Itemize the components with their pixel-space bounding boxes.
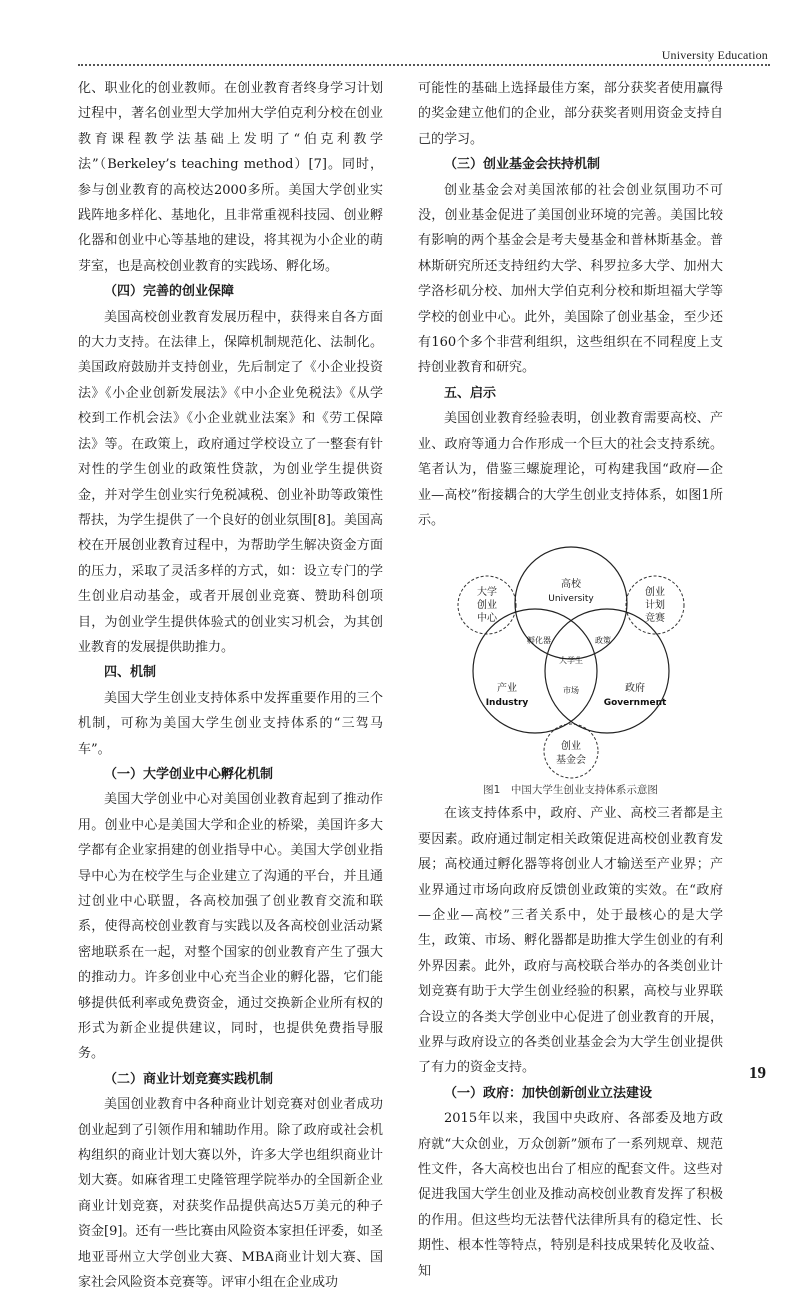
section-heading: （四）完善的创业保障	[104, 284, 235, 300]
label-contest-line-3: 竞赛	[644, 613, 665, 625]
section-heading: 五、启示	[444, 385, 497, 401]
paragraph: 可能性的基础上选择最佳方案，部分获奖者使用赢得的奖金建立他们的企业，部分获奖者则用资金支持自己的学习。	[418, 81, 723, 147]
figure-caption: 图1 中国大学生创业支持体系示意图	[483, 784, 658, 797]
label-ucenter-line-2: 创业	[476, 600, 497, 612]
label-industry-en: Industry	[485, 698, 528, 709]
header-rule	[78, 64, 770, 66]
paragraph: 在该支持体系中，政府、产业、高校三者都是主要因素。政府通过制定相关政策促进高校创业教育发展；高校通过孵化器等将创业人才输送至产业界；产业界通过市场向政府反馈创业政策的实效。在“政府—企业—高校”三者关系中，处于最核心的是大学生，政策、市场、孵化器都是助推大学生创业的有利外界因素。此外，政府与高校联合举办的各类创业计划竞赛有助于大学生创业经验的积累，高校与业界联合设立的各类大学创业中心促进了创业教育的开展，业界与政府设立的各类创业基金会为大学生创业提供了有力的资金支持。	[418, 806, 723, 1076]
label-university-zh: 高校	[560, 579, 581, 591]
venn-diagram	[451, 543, 691, 779]
paragraph: 创业基金会对美国浓郁的社会创业氛围功不可没，创业基金促进了美国创业环境的完善。美国比较有影响的两个基金会是考夫曼基金和普林斯基金。普林斯研究所还支持纽约大学、科罗拉多大学、加州大学洛杉矶分校、加州大学伯克利分校和斯坦福大学等学校的创业中心。此外，美国除了创业基金，至少还有160个多个非营利组织，这些组织在不同程度上支持创业教育和研究。	[418, 182, 723, 376]
paragraph: 美国创业教育经验表明，创业教育需要高校、产业、政府等通力合作形成一个巨大的社会支持系统。笔者认为，借鉴三螺旋理论，可构建我国“政府—企业—高校”衔接耦合的大学生创业支持体系，如图1所示。	[418, 411, 723, 528]
section-heading: （一）政府：加快创新创业立法建设	[444, 1085, 653, 1101]
paragraph: 美国创业教育中各种商业计划竞赛对创业者成功创业起到了引领作用和辅助作用。除了政府或社会机构组织的商业计划大赛以外，许多大学也组织商业计划大赛。如麻省理工史隆管理学院举办的全国新企业商业计划竞赛，对获奖作品提供高达5万美元的种子资金[9]。还有一些比赛由风险资本家担任评委，如圣地亚哥州立大学创业大赛、MBA商业计划大赛、国家社会风险资本竞赛等。评审小组在企业成功	[78, 1097, 383, 1291]
label-government-zh: 政府	[624, 683, 645, 695]
page-number: 19	[749, 1063, 766, 1082]
right-column-upper-text	[418, 76, 723, 533]
label-contest-line-2: 计划	[644, 600, 665, 612]
paragraph: 美国大学生创业支持体系中发挥重要作用的三个机制，可称为美国大学生创业支持体系的“三驾马车”。	[78, 690, 383, 757]
label-students: 大学生	[558, 656, 583, 666]
section-heading: （二）商业计划竞赛实践机制	[104, 1071, 274, 1087]
label-contest-line-1: 创业	[644, 587, 665, 599]
label-university-en: University	[547, 594, 594, 605]
label-government-en: Government	[603, 698, 666, 709]
section-heading: （三）创业基金会扶持机制	[444, 157, 601, 173]
right-column-lower-text	[418, 801, 723, 1284]
paragraph: 2015年以来，我国中央政府、各部委及地方政府就“大众创业，万众创新”颁布了一系列规章、规范性文件，各大高校也出台了相应的配套文件。这些对促进我国大学生创业及推动高校创业教育发挥了积极的作用。但这些均无法替代法律所具有的稳定性、长期性、根本性等特点，特别是科技成果转化及收益、知	[418, 1111, 723, 1279]
figure-1	[418, 543, 723, 799]
label-policy: 政策	[594, 636, 611, 646]
paragraph: 美国大学创业中心对美国创业教育起到了推动作用。创业中心是美国大学和企业的桥梁，美国许多大学都有企业家捐建的创业指导中心。美国大学创业指导中心为在校学生与企业建立了沟通的平台，并且通过创业中心联盟，各高校加强了创业教育交流和联系，使得高校创业教育与实践以及各高校创业活动紧密地联系在一起，对整个国家的创业教育产生了强大的推动力。许多创业中心充当企业的孵化器，它们能够提供低利率或免费资金，通过交换新企业所有权的形式为新企业提供建议，同时，也提供免费指导服务。	[78, 792, 383, 1062]
paragraph: 化、职业化的创业教师。在创业教育者终身学习计划过程中，著名创业型大学加州大学伯克利分校在创业教育课程教学法基础上发明了“伯克利教学法”（Berkeley’s teaching method）[7]。同时，参与创业教育的高校达2000多所。美国大学创业实践阵地多样化、基地化，且非常重视科技园、创业孵化器和创业中心等基地的建设，将其视为小企业的萌芽室，也是高校创业教育的实践场、孵化场。	[78, 81, 383, 274]
left-column	[78, 76, 383, 1296]
section-heading: 四、机制	[104, 665, 157, 681]
label-industry-zh: 产业	[496, 683, 517, 695]
running-head: University Education	[661, 48, 768, 62]
label-ucenter-line-1: 大学	[476, 587, 497, 599]
label-fund-line-2: 基金会	[555, 755, 586, 767]
section-heading: （一）大学创业中心孵化机制	[104, 766, 274, 782]
label-ucenter-line-3: 中心	[476, 613, 497, 625]
label-fund-line-1: 创业	[560, 741, 581, 753]
right-column	[418, 76, 723, 1284]
label-market: 市场	[562, 686, 579, 696]
label-incubator: 孵化器	[526, 636, 551, 646]
paragraph: 美国高校创业教育发展历程中，获得来自各方面的大力支持。在法律上，保障机制规范化、法制化。美国政府鼓励并支持创业，先后制定了《小企业投资法》《小企业创新发展法》《中小企业免税法》《从学校到工作机会法》《小企业就业法案》和《劳工保障法》等。在政策上，政府通过学校设立了一整套有针对性的学生创业的政策性贷款，为创业学生提供资金，并对学生创业实行免税减税、创业补助等政策性帮扶，为学生提供了一个良好的创业氛围[8]。美国高校在开展创业教育过程中，为帮助学生解决资金方面的压力，采取了灵活多样的方式，如：设立专门的学生创业启动基金，或者开展创业竞赛、赞助科创项目，为创业学生提供体验式的创业实习机会，为其创业教育的发展提供助推力。	[78, 309, 383, 655]
